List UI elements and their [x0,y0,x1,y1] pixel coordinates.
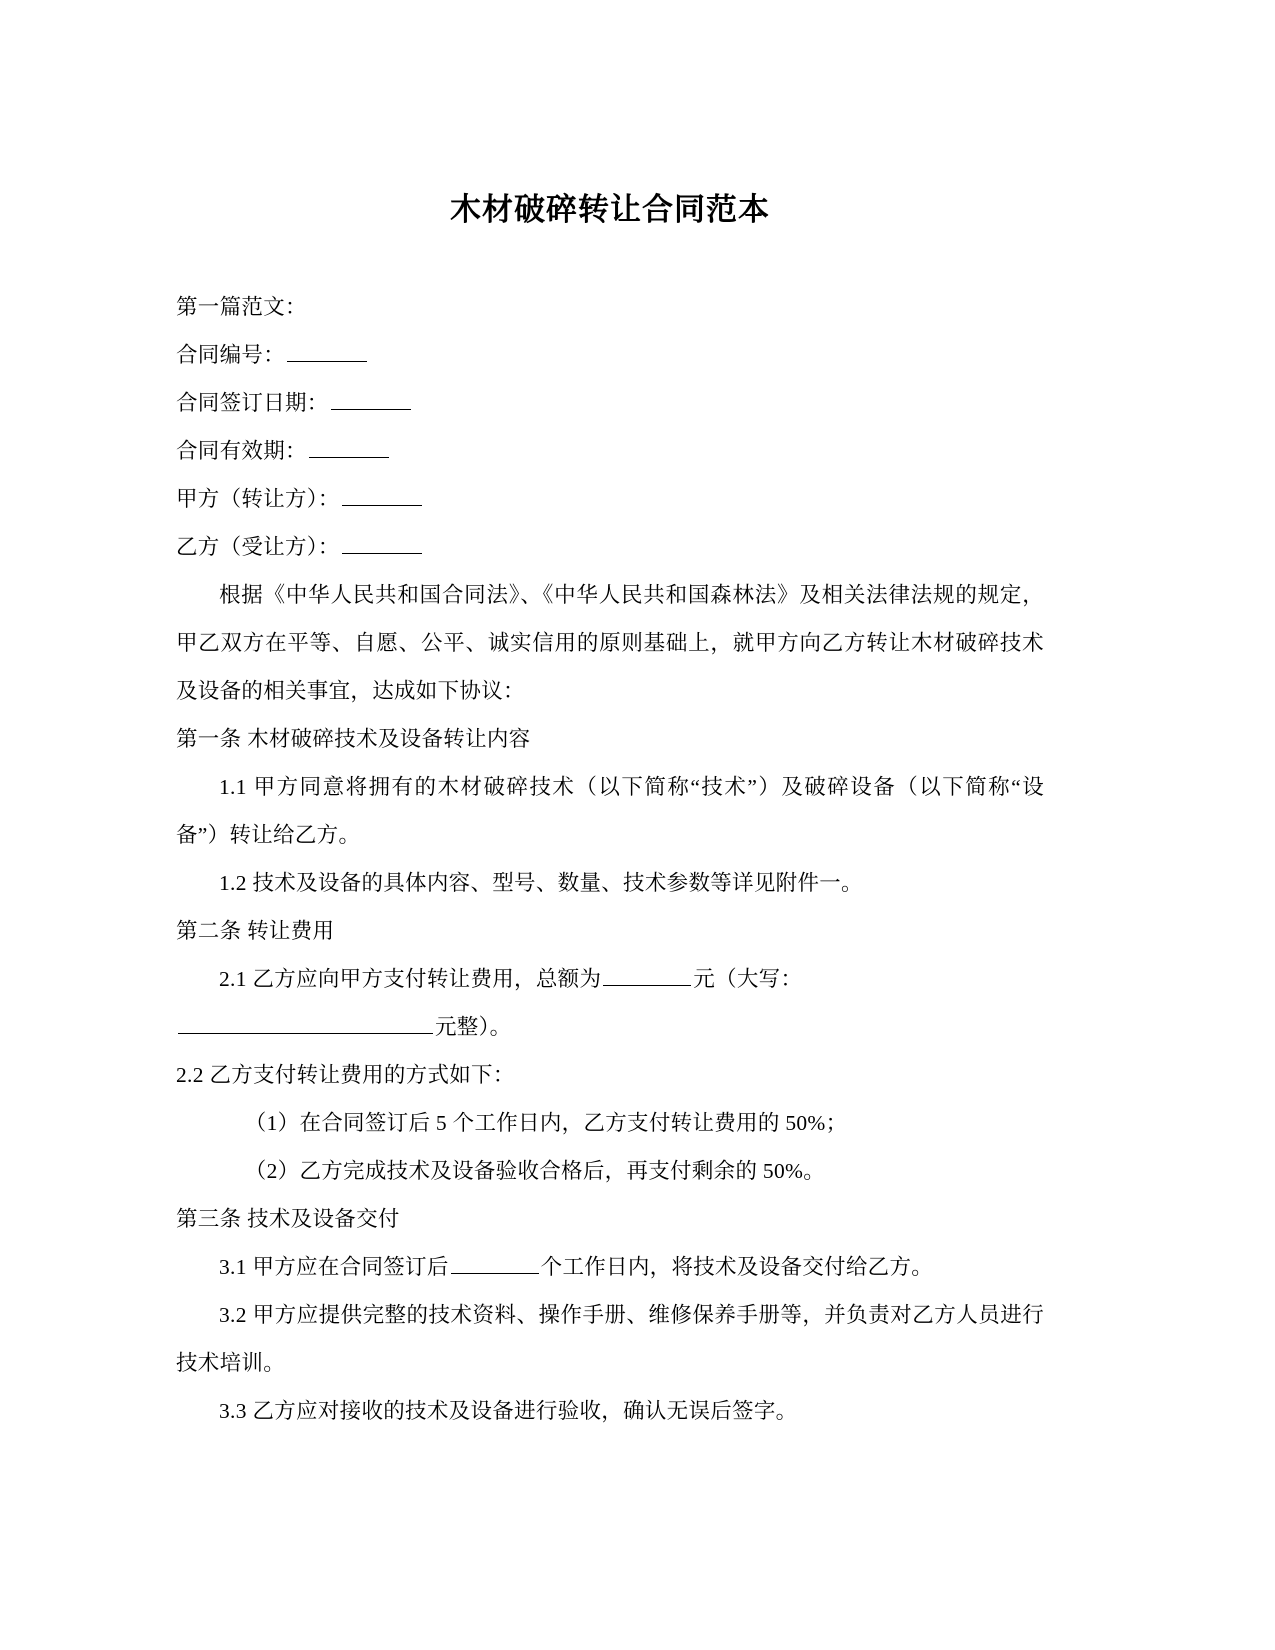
field-label-party-b: 乙方（受让方）： [176,535,340,560]
field-suffix-transfer-fee-capital: 元整）。 [435,1015,512,1040]
paragraph-clause-2-2-item-2: （2）乙方完成技术及设备验收合格后，再支付剩余的 50%。 [244,1159,826,1184]
field-suffix-delivery-days: 个工作日内，将技术及设备交付给乙方。 [540,1255,934,1280]
field-suffix-transfer-fee: 元（大写： [693,967,803,992]
blank-contract-sign-date[interactable] [331,388,411,411]
blank-party-a[interactable] [342,484,422,507]
paragraph-clause-2-1 [176,955,1044,1003]
field-label-contract-number: 合同编号： [176,343,286,368]
blank-transfer-fee-capital[interactable] [178,1012,433,1035]
field-label-delivery-days: 3.1 甲方应在合同签订后 [219,1255,449,1280]
paragraph-list [176,283,1044,1435]
paragraph-clause-3-2: 3.2 甲方应提供完整的技术资料、操作手册、维修保养手册等，并负责对乙方人员进行技术培训。 [176,1303,1044,1376]
page-title: 木材破碎转让合同范本 [450,192,770,227]
field-label-party-a: 甲方（转让方）： [176,487,340,512]
blank-transfer-fee-amount[interactable] [603,964,691,987]
blank-contract-number[interactable] [287,340,367,363]
paragraph-clause-1-2: 1.2 技术及设备的具体内容、型号、数量、技术参数等详见附件一。 [219,871,863,896]
paragraph-section-label: 第一篇范文： [176,295,307,320]
paragraph-contract-validity [176,427,1044,475]
paragraph-preamble: 根据《中华人民共和国合同法》、《中华人民共和国森林法》及相关法律法规的规定，甲乙双方在平等、自愿、公平、诚实信用的原则基础上，就甲方向乙方转让木材破碎技术及设备的相关事宜，达成如下协议： [176,583,1044,704]
paragraph-clause-3-1 [176,1243,1044,1291]
heading-article-2: 第二条 转让费用 [176,919,335,944]
paragraph-clause-2-2: 2.2 乙方支付转让费用的方式如下： [176,1063,515,1088]
paragraph-party-a [176,475,1044,523]
paragraph-contract-number [176,331,1044,379]
field-label-contract-validity: 合同有效期： [176,439,307,464]
paragraph-clause-2-1-continued [176,1003,1044,1051]
heading-article-3: 第三条 技术及设备交付 [176,1207,400,1232]
field-label-contract-sign-date: 合同签订日期： [176,391,329,416]
paragraph-clause-3-3: 3.3 乙方应对接收的技术及设备进行验收，确认无误后签字。 [219,1399,798,1424]
paragraph-clause-2-2-item-1: （1）在合同签订后 5 个工作日内，乙方支付转让费用的 50%； [244,1111,848,1136]
blank-party-b[interactable] [342,532,422,555]
blank-delivery-days[interactable] [451,1252,539,1275]
document-body [176,0,1044,1435]
paragraph-party-b [176,523,1044,571]
paragraph-contract-sign-date [176,379,1044,427]
field-label-transfer-fee: 2.1 乙方应向甲方支付转让费用，总额为 [219,967,602,992]
heading-article-1: 第一条 木材破碎技术及设备转让内容 [176,727,531,752]
paragraph-clause-1-1: 1.1 甲方同意将拥有的木材破碎技术（以下简称“技术”）及破碎设备（以下简称“设备”）转让给乙方。 [176,775,1044,848]
blank-contract-validity[interactable] [309,436,389,459]
